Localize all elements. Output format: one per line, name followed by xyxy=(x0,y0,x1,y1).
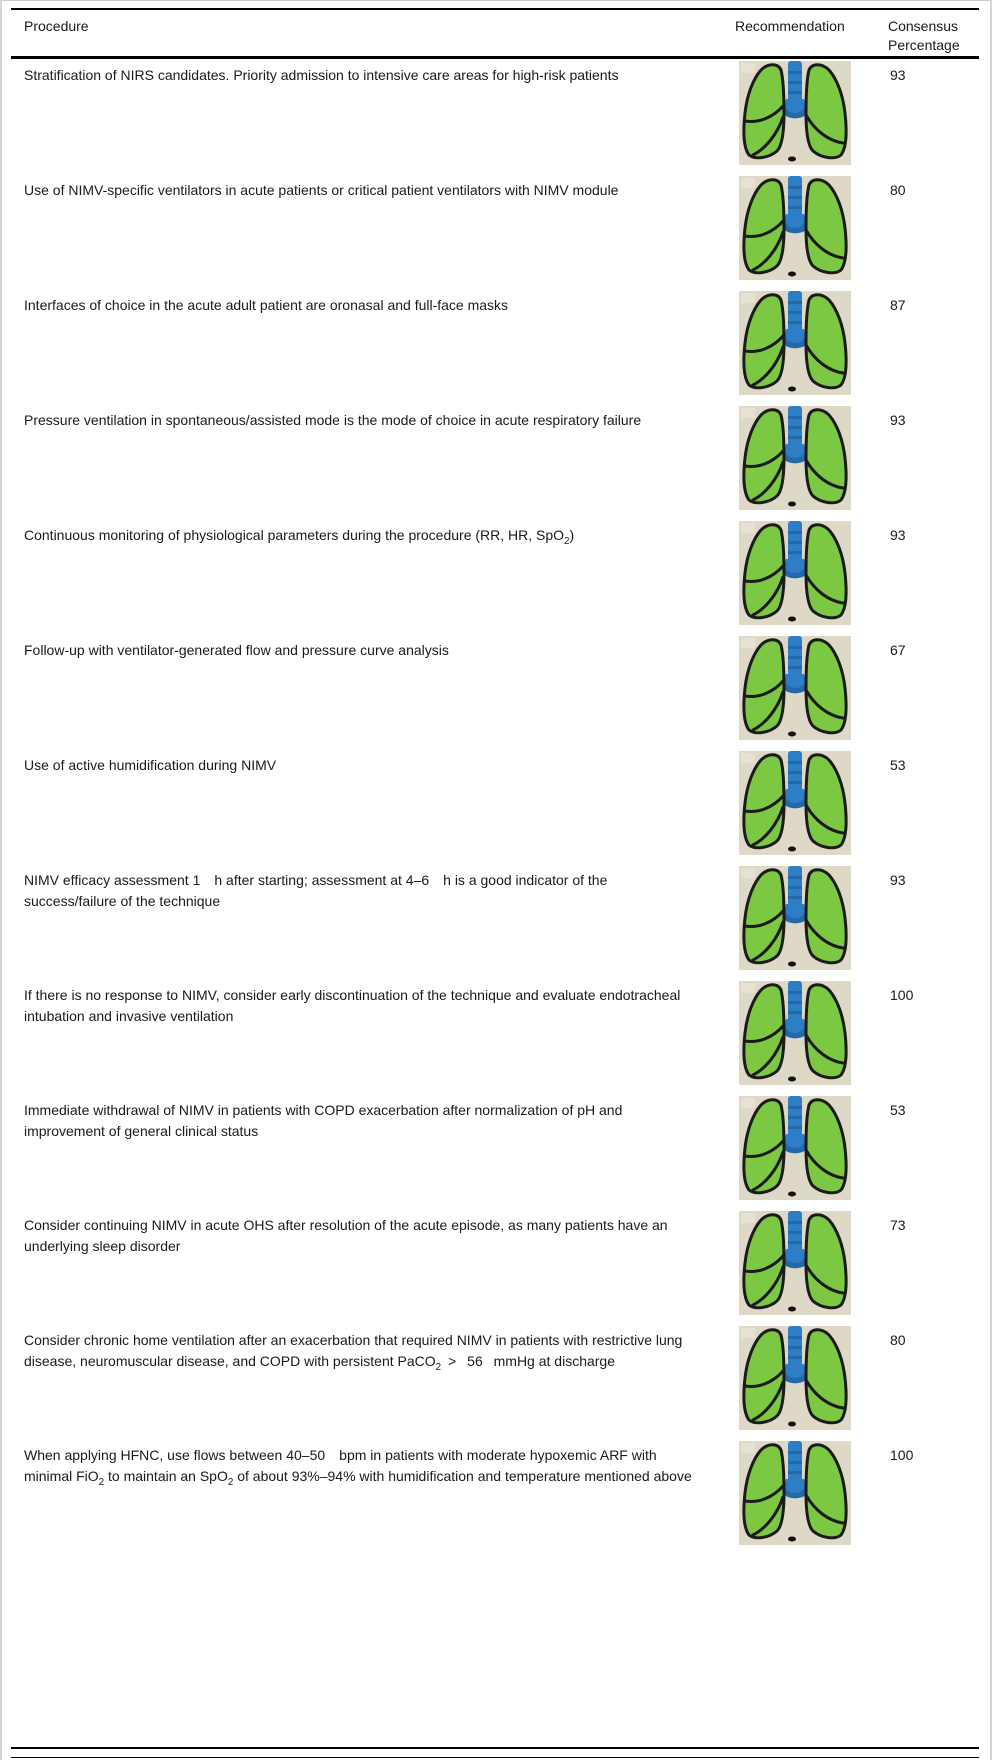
procedure-text: Use of active humidification during NIMV xyxy=(24,757,277,773)
recommendation-cell xyxy=(739,1096,851,1200)
consensus-percentage: 53 xyxy=(890,757,906,773)
recommendation-cell xyxy=(739,866,851,970)
consensus-percentage: 67 xyxy=(890,642,906,658)
consensus-percentage: 93 xyxy=(890,527,906,543)
table-foot-rule xyxy=(11,1757,979,1758)
table-row xyxy=(2,1326,990,1441)
table-row xyxy=(2,521,990,636)
lungs-icon xyxy=(739,866,851,970)
recommendation-cell xyxy=(739,1211,851,1315)
recommendation-cell xyxy=(739,176,851,280)
procedure-text: Consider continuing NIMV in acute OHS after resolution of the acute episode, as many patients have an underlying sleep disorder xyxy=(24,1217,668,1254)
consensus-percentage: 53 xyxy=(890,1102,906,1118)
consensus-percentage: 80 xyxy=(890,1332,906,1348)
column-header-procedure: Procedure xyxy=(24,18,89,34)
table-bottom-rule xyxy=(11,1747,979,1749)
recommendation-cell xyxy=(739,1326,851,1430)
lungs-icon xyxy=(739,981,851,1085)
lungs-icon xyxy=(739,176,851,280)
table-row xyxy=(2,636,990,751)
table-row xyxy=(2,1211,990,1326)
lungs-icon xyxy=(739,1441,851,1545)
recommendation-cell xyxy=(739,981,851,1085)
recommendation-cell xyxy=(739,1441,851,1545)
recommendation-cell xyxy=(739,406,851,510)
procedure-text: Follow-up with ventilator-generated flow and pressure curve analysis xyxy=(24,642,449,658)
consensus-percentage: 87 xyxy=(890,297,906,313)
procedure-text: Interfaces of choice in the acute adult patient are oronasal and full-face masks xyxy=(24,297,509,313)
procedure-text: When applying HFNC, use flows between 40–50 bpm in patients with moderate hypoxemic ARF with minimal FiO$_2$ to maintain an SpO$_2$ of about 93%–94% with humidification and temperature mentioned above xyxy=(24,1447,692,1488)
consensus-percentage: 93 xyxy=(890,412,906,428)
column-header-recommendation: Recommendation xyxy=(735,18,845,34)
procedure-text: Use of NIMV-specific ventilators in acute patients or critical patient ventilators with NIMV module xyxy=(24,182,619,198)
table-row xyxy=(2,981,990,1096)
table-row xyxy=(2,291,990,406)
procedure-text: If there is no response to NIMV, consider early discontinuation of the technique and evaluate endotracheal intubation and invasive ventilation xyxy=(24,987,681,1024)
table-row xyxy=(2,406,990,521)
table-row xyxy=(2,176,990,291)
procedure-text: Immediate withdrawal of NIMV in patients with COPD exacerbation after normalization of pH and improvement of general clinical status xyxy=(24,1102,623,1139)
recommendation-cell xyxy=(739,751,851,855)
lungs-icon xyxy=(739,406,851,510)
recommendation-cell xyxy=(739,521,851,625)
lungs-icon xyxy=(739,61,851,165)
consensus-percentage: 100 xyxy=(890,987,914,1003)
table-row xyxy=(2,1441,990,1556)
lungs-icon xyxy=(739,521,851,625)
procedure-text: NIMV efficacy assessment 1 h after starting; assessment at 4–6 h is a good indicator of the success/failure of the technique xyxy=(24,872,608,909)
recommendation-cell xyxy=(739,61,851,165)
table-row xyxy=(2,61,990,176)
table-body xyxy=(2,61,990,1556)
table-header-rule xyxy=(11,56,979,59)
consensus-percentage: 80 xyxy=(890,182,906,198)
column-header-consensus-percentage: Consensus Percentage xyxy=(888,18,960,53)
lungs-icon xyxy=(739,751,851,855)
procedure-text: Pressure ventilation in spontaneous/assisted mode is the mode of choice in acute respiratory failure xyxy=(24,412,642,428)
table-row xyxy=(2,866,990,981)
consensus-percentage: 93 xyxy=(890,872,906,888)
lungs-icon xyxy=(739,291,851,395)
recommendation-cell xyxy=(739,636,851,740)
table-top-rule xyxy=(11,8,979,10)
table-row xyxy=(2,1096,990,1211)
lungs-icon xyxy=(739,636,851,740)
lungs-icon xyxy=(739,1326,851,1430)
recommendation-cell xyxy=(739,291,851,395)
lungs-icon xyxy=(739,1211,851,1315)
consensus-percentage: 93 xyxy=(890,67,906,83)
procedure-text: Consider chronic home ventilation after an exacerbation that required NIMV in patients with restrictive lung disease, neuromuscular disease, and COPD with persistent PaCO$_2$ > 56 mmHg at discharge xyxy=(24,1332,683,1373)
table-row xyxy=(2,751,990,866)
procedure-text: Continuous monitoring of physiological parameters during the procedure (RR, HR, SpO$_2$) xyxy=(24,527,575,547)
procedure-text: Stratification of NIRS candidates. Priority admission to intensive care areas for high-risk patients xyxy=(24,67,619,83)
consensus-percentage: 73 xyxy=(890,1217,906,1233)
consensus-percentage: 100 xyxy=(890,1447,914,1463)
lungs-icon xyxy=(739,1096,851,1200)
